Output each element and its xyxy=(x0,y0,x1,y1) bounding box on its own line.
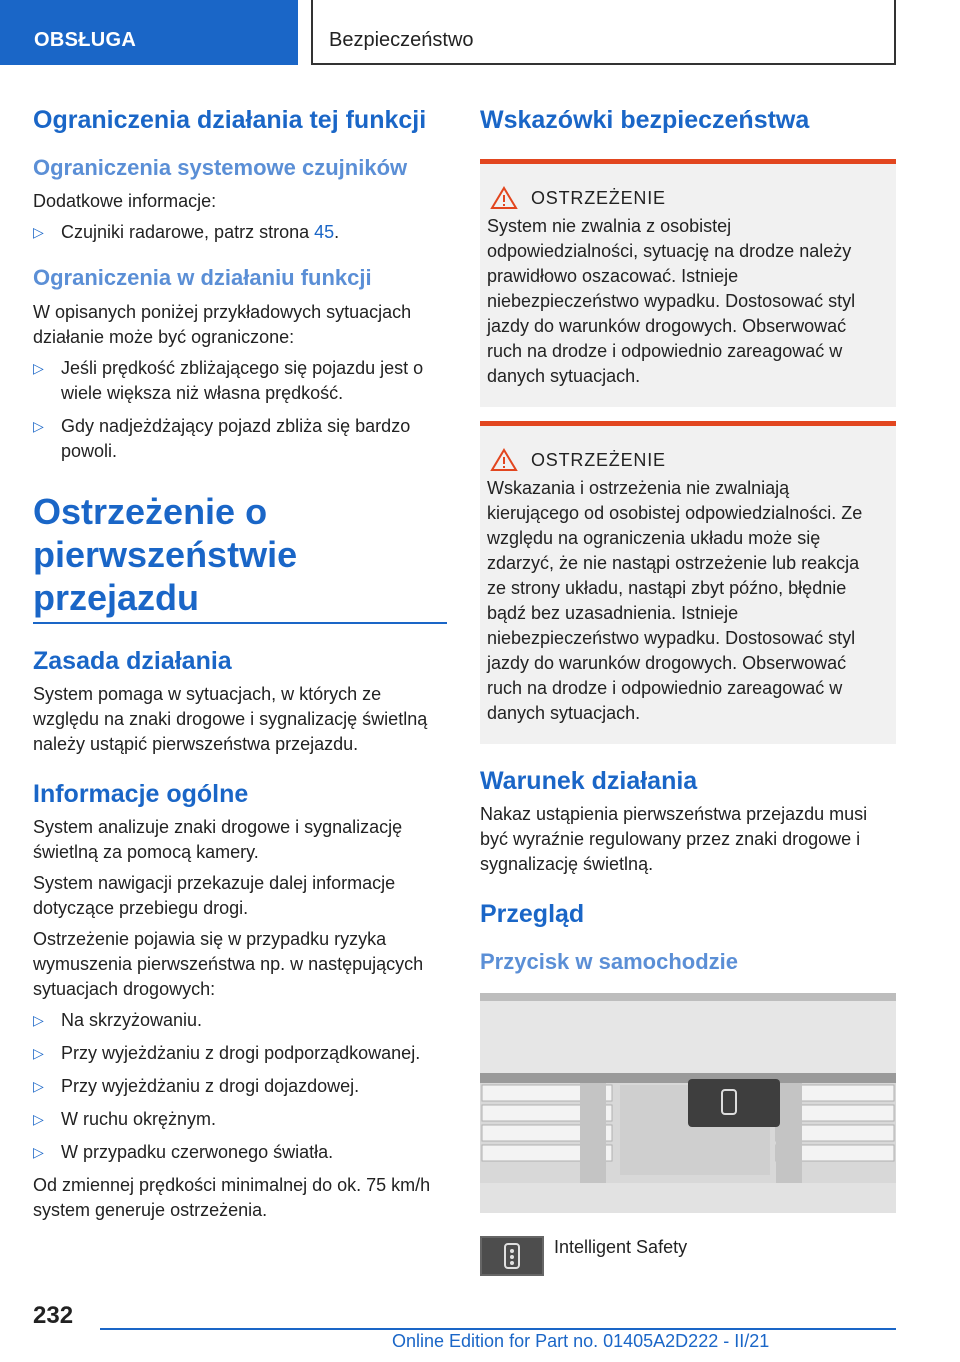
chapter-divider xyxy=(33,622,447,624)
list-item-text: Gdy nadjeżdżający pojazd zbliża się bardzo powoli. xyxy=(61,415,411,461)
condition-text: Nakaz ustąpienia pierwszeństwa przejazdu musi być wyraźnie regulowany przez znaki drogowe i sygnalizację świetlną. xyxy=(480,804,868,874)
dashboard-photo xyxy=(480,993,896,1213)
page-number: 232 xyxy=(33,1302,74,1329)
button-legend xyxy=(480,1236,896,1276)
warning-text: System nie zwalnia z osobistej odpowiedzialności, sytuację na drodze należy prawidłowo oszacować. Istnieje niebezpieczeństwo wypadku. Dostosować styl jazdy do warunków drogowych. Obserwować ruch na drodze i odpowiednio zareagować w danych sytuacjach. xyxy=(487,216,856,386)
triangle-bullet-icon: ▷ xyxy=(33,1144,44,1161)
function-limits-list xyxy=(33,356,447,464)
header-section: Bezpieczeństwo xyxy=(311,0,896,65)
warning-title: OSTRZEŻENIE xyxy=(531,187,666,208)
overview-heading: Przegląd xyxy=(480,900,585,928)
function-limits-intro: W opisanych poniżej przykładowych sytuacjach działanie może być ograniczone: xyxy=(33,301,412,347)
edition-footer: Online Edition for Part no. 01405A2D222 - II/21 xyxy=(392,1331,770,1351)
sensor-limits-heading: Ograniczenia systemowe czujników xyxy=(33,155,408,180)
warning-title: OSTRZEŻENIE xyxy=(531,449,666,470)
triangle-bullet-icon: ▷ xyxy=(33,1078,44,1095)
function-limits-heading: Ograniczenia w działaniu funkcji xyxy=(33,265,372,291)
list-item-text: Jeśli prędkość zbliżającego się pojazdu jest o wiele większa niż własna prędkość. xyxy=(61,357,424,403)
safety-title: Wskazówki bezpieczeństwa xyxy=(480,106,810,134)
general-p3: Ostrzeżenie pojawia się w przypadku ryzyka wymuszenia pierwszeństwa np. w następujących sytuacjach drogowych: xyxy=(33,929,424,1000)
list-item xyxy=(33,1041,447,1066)
general-p1: System analizuje znaki drogowe i sygnalizację świetlną za pomocą kamery. xyxy=(33,817,403,863)
list-item-text: W przypadku czerwonego światła. xyxy=(61,1142,334,1163)
triangle-bullet-icon: ▷ xyxy=(33,417,44,434)
general-p4: Od zmiennej prędkości minimalnej do ok. 75 km/h system generuje ostrzeżenia. xyxy=(33,1175,431,1221)
triangle-bullet-icon: ▷ xyxy=(33,1111,44,1128)
general-heading: Informacje ogólne xyxy=(33,780,249,809)
list-item-text: W ruchu okrężnym. xyxy=(61,1109,217,1130)
sensor-limits-intro: Dodatkowe informacje: xyxy=(33,191,217,212)
principle-heading: Zasada działania xyxy=(33,647,232,676)
left-column xyxy=(33,92,447,1229)
button-in-car-heading: Przycisk w samochodzie xyxy=(480,949,738,974)
sensor-limits-list xyxy=(33,220,447,245)
footer-divider xyxy=(100,1328,896,1330)
warning-box xyxy=(480,421,896,744)
list-item xyxy=(33,1140,447,1165)
intelligent-safety-button-icon xyxy=(480,1236,544,1276)
list-item xyxy=(33,1107,447,1132)
warning-triangle-icon xyxy=(490,448,518,472)
triangle-bullet-icon: ▷ xyxy=(33,224,44,241)
warning-text: Wskazania i ostrzeżenia nie zwalniają kierującego od osobistej odpowiedzialności. Ze względu na ograniczenia układu może się zdarzyć, że nie nastąpi ostrzeżenie lub reakcja ze strony układu, nastąpi zbyt późno, błędnie bądź bez uzasadnienia. Istnieje niebezpieczeństwo wypadku. Dostosować styl jazdy do warunków drogowych. Obserwować ruch na drodze i odpowiednio zareagować w danych sytuacjach. xyxy=(487,478,863,723)
principle-text: System pomaga w sytuacjach, w których ze względu na znaki drogowe i sygnalizację świetlną należy ustąpić pierwszeństwa przejazdu. xyxy=(33,684,428,755)
condition-heading: Warunek działania xyxy=(480,767,698,795)
triangle-bullet-icon: ▷ xyxy=(33,359,44,376)
list-item-text: Czujniki radarowe, patrz strona xyxy=(61,222,315,243)
list-item xyxy=(33,1074,447,1099)
situations-list xyxy=(33,1008,447,1165)
right-column xyxy=(480,92,896,1276)
warning-box xyxy=(480,159,896,407)
triangle-bullet-icon: ▷ xyxy=(33,1012,44,1029)
warning-triangle-icon xyxy=(490,186,518,210)
list-item xyxy=(33,220,447,245)
triangle-bullet-icon: ▷ xyxy=(33,1045,44,1062)
list-item-text: Przy wyjeżdżaniu z drogi dojazdowej. xyxy=(61,1076,360,1097)
list-item xyxy=(33,414,447,464)
list-item-text: Przy wyjeżdżaniu z drogi podporządkowanej. xyxy=(61,1043,421,1064)
general-p2: System nawigacji przekazuje dalej informacje dotyczące przebiegu drogi. xyxy=(33,873,396,919)
chapter-title: Ostrzeżenie o pierwszeństwie przejazdu xyxy=(33,490,298,619)
limits-title: Ograniczenia działania tej funkcji xyxy=(33,106,427,134)
list-item xyxy=(33,356,447,406)
list-item-text: Na skrzyżowaniu. xyxy=(61,1010,203,1031)
header-tab[interactable]: OBSŁUGA xyxy=(0,0,298,65)
list-item-end: . xyxy=(334,222,340,243)
legend-label: Intelligent Safety xyxy=(554,1237,688,1258)
list-item xyxy=(33,1008,447,1033)
page-link[interactable]: 45 xyxy=(314,222,335,243)
